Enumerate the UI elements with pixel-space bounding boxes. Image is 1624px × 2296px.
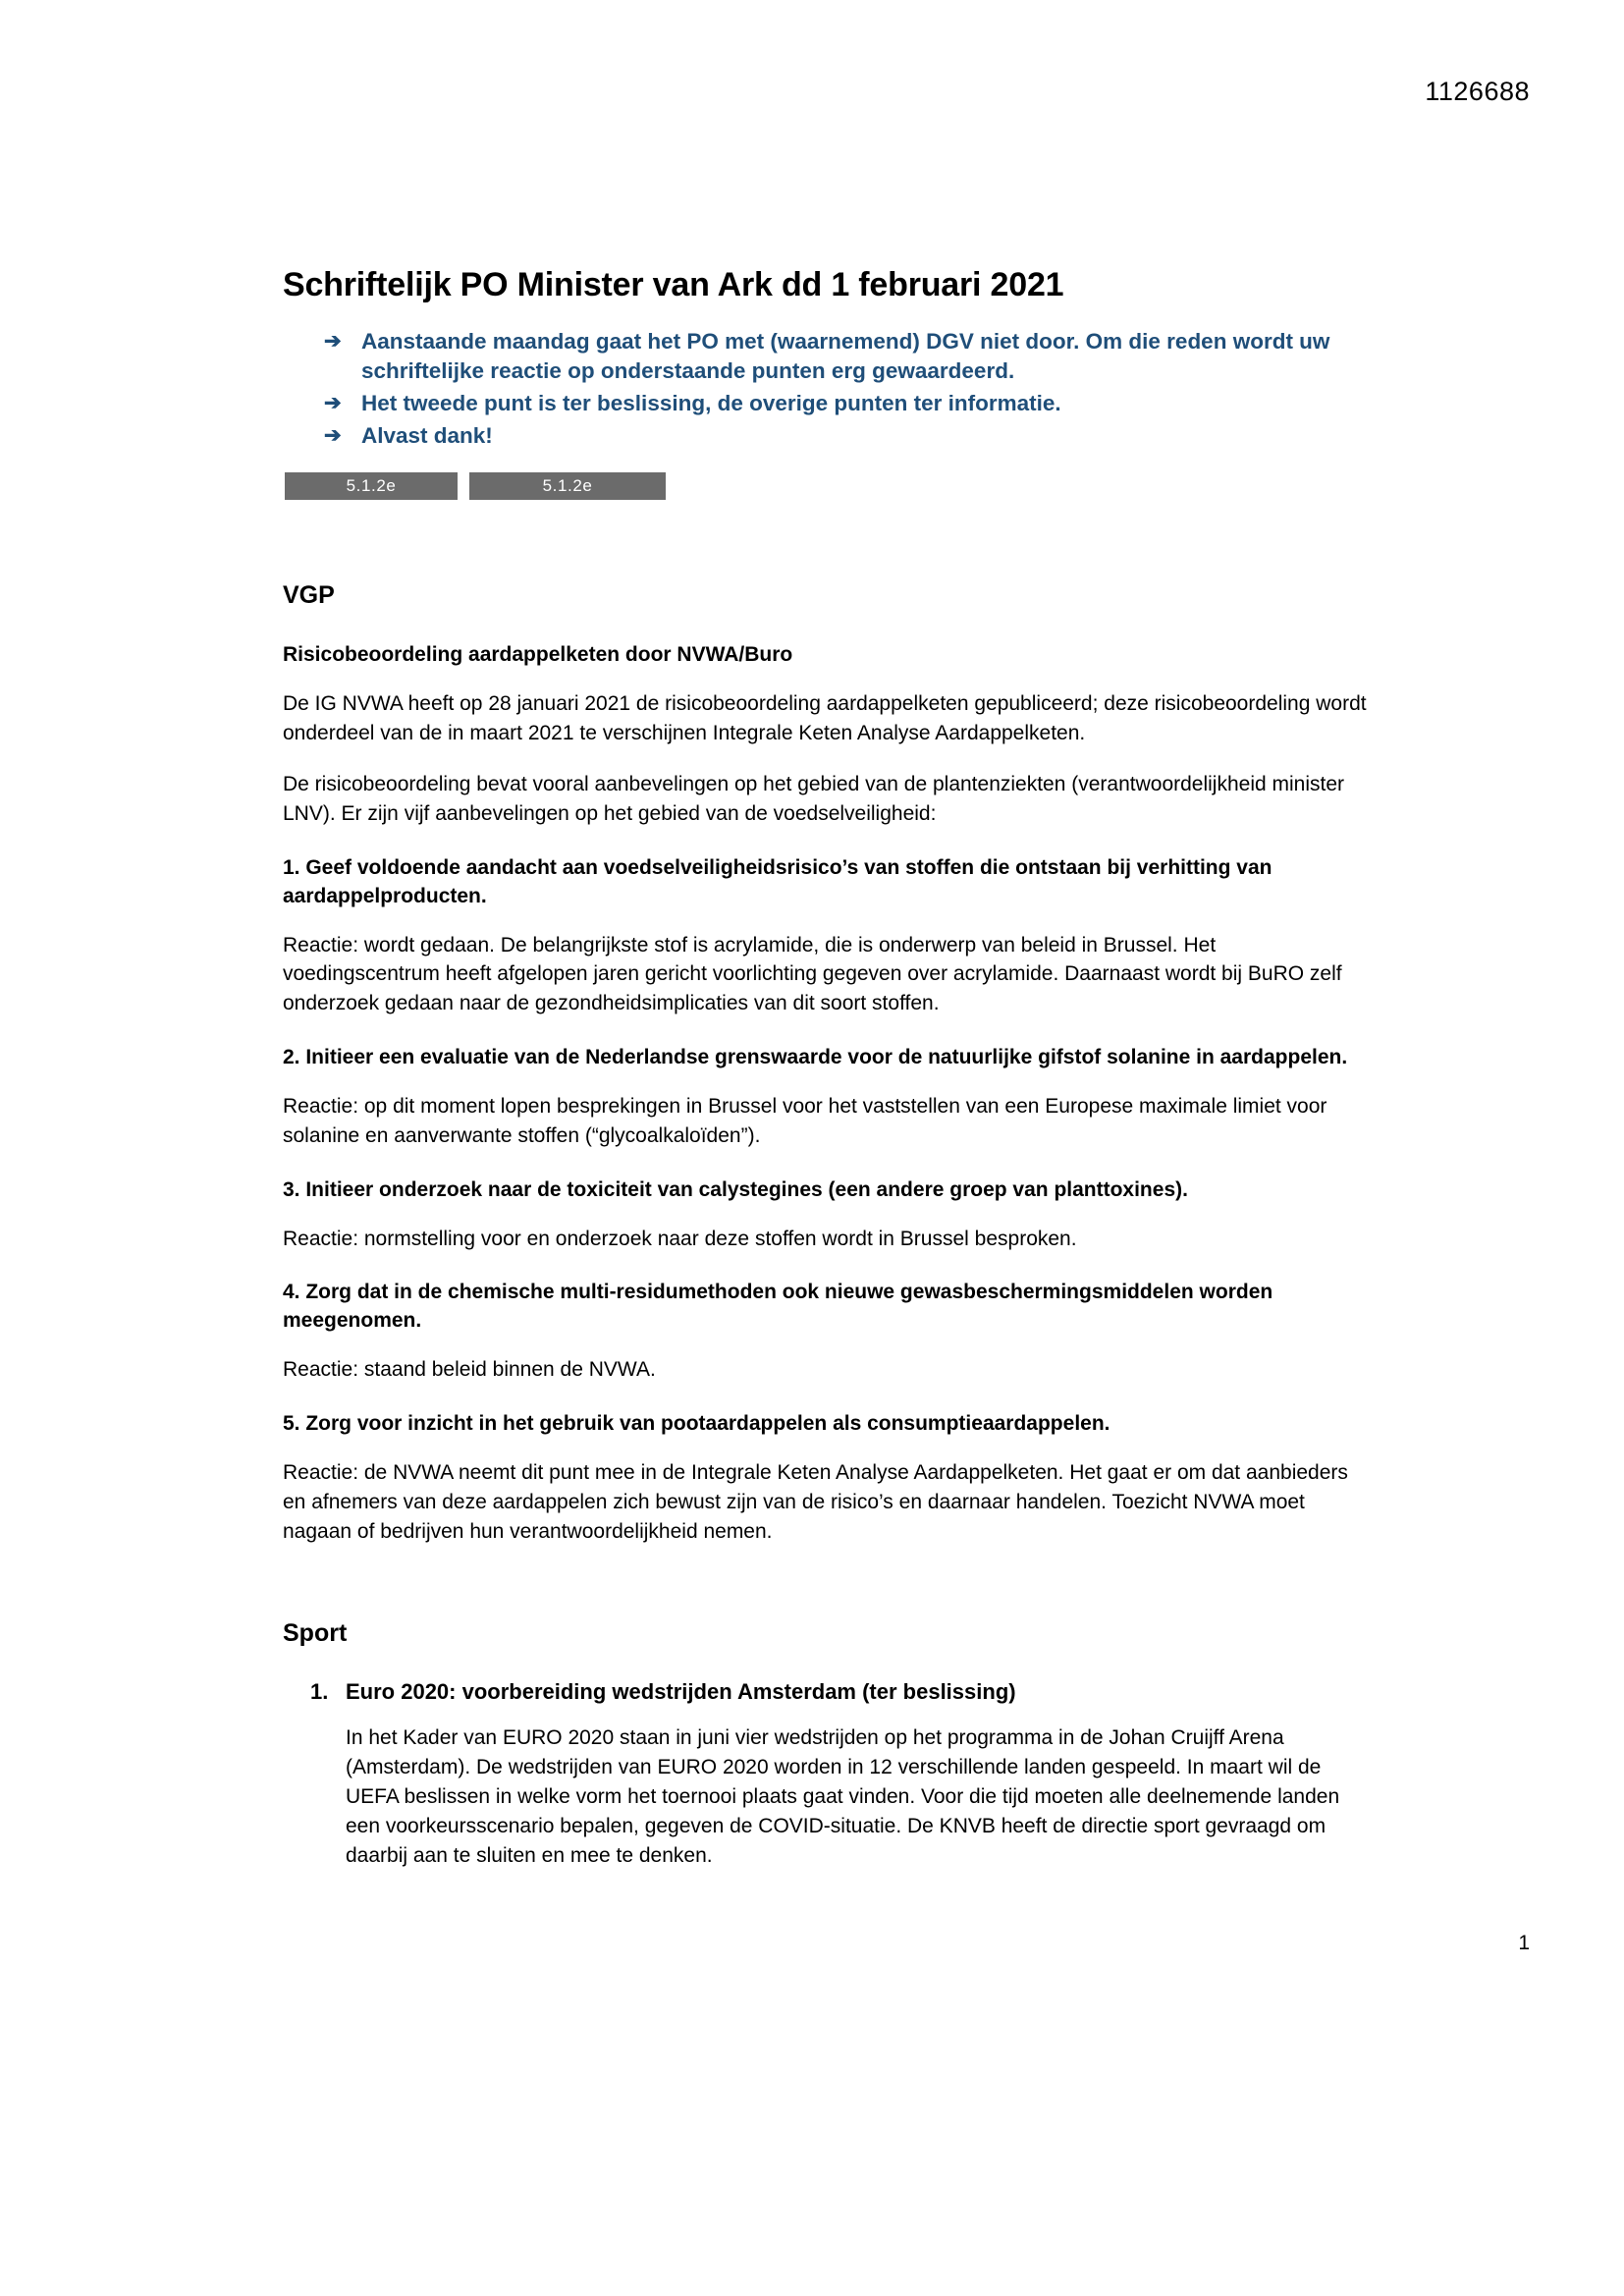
list-item-label: Alvast dank! bbox=[361, 422, 493, 448]
section-heading-vgp: VGP bbox=[283, 581, 335, 610]
sub-heading-risicobeoordeling: Risicobeoordeling aardappelketen door NVWA/Buro bbox=[283, 643, 793, 667]
recommendation-reaction: Reactie: de NVWA neemt dit punt mee in de Integrale Keten Analyse Aardappelketen. Het gaat er om dat aanbieders en afnemers van deze aardappelen zich bewust zijn van de risico’s en daarnaar handelen. Toezicht NVWA moet nagaan of bedrijven hun verantwoordelijkheid nemen. bbox=[283, 1461, 1348, 1543]
redaction-row bbox=[283, 472, 1373, 500]
recommendation-heading: 1. Geef voldoende aandacht aan voedselveiligheidsrisico’s van stoffen die ontstaan bij verhitting van aardappelproducten. bbox=[283, 855, 1272, 907]
arrow-right-icon: ➔ bbox=[324, 391, 342, 414]
arrow-right-icon: ➔ bbox=[324, 329, 342, 353]
list-item bbox=[324, 421, 1373, 452]
recommendation-heading: 4. Zorg dat in de chemische multi-residumethoden ook nieuwe gewasbeschermingsmiddelen worden meegenomen. bbox=[283, 1281, 1273, 1333]
list-item bbox=[324, 327, 1373, 387]
list-item-label: Het tweede punt is ter beslissing, de overige punten ter informatie. bbox=[361, 390, 1061, 415]
list-item-label: Aanstaande maandag gaat het PO met (waarnemend) DGV niet door. Om die reden wordt uw schriftelijke reactie op onderstaande punten erg gewaardeerd. bbox=[361, 328, 1330, 384]
sport-item-list bbox=[283, 1677, 1373, 1871]
redaction-box: 5.1.2e bbox=[469, 472, 666, 500]
list-item bbox=[324, 389, 1373, 419]
arrow-right-icon: ➔ bbox=[324, 423, 342, 447]
paragraph: In het Kader van EURO 2020 staan in juni vier wedstrijden op het programma in de Johan Cruijff Arena (Amsterdam). De wedstrijden van EURO 2020 worden in 12 verschillende landen gespeeld. In maart wil de UEFA beslissen in welke vorm het toernooi plaats gaat vinden. Voor die tijd moeten alle deelnemende landen een voorkeursscenario bepalen, gegeven de COVID-situatie. De KNVB heeft de directie sport gevraagd om daarbij aan te sluiten en mee te denken. bbox=[346, 1726, 1340, 1867]
recommendation-reaction: Reactie: op dit moment lopen besprekingen in Brussel voor het vaststellen van een Europese maximale limiet voor solanine en aanverwante stoffen (“glycoalkaloïden”). bbox=[283, 1095, 1327, 1147]
recommendation-reaction: Reactie: staand beleid binnen de NVWA. bbox=[283, 1358, 656, 1382]
recommendation-heading: 5. Zorg voor inzicht in het gebruik van pootaardappelen als consumptieaardappelen. bbox=[283, 1412, 1110, 1436]
list-item-label: Euro 2020: voorbereiding wedstrijden Amsterdam (ter beslissing) bbox=[346, 1678, 1016, 1704]
intro-bullet-list bbox=[283, 327, 1373, 451]
page-number: 1 bbox=[1518, 1932, 1530, 1954]
paragraph: De risicobeoordeling bevat vooral aanbevelingen op het gebied van de plantenziekten (verantwoordelijkheid minister LNV). Er zijn vijf aanbevelingen op het gebied van de voedselveiligheid: bbox=[283, 773, 1345, 825]
paragraph: De IG NVWA heeft op 28 januari 2021 de risicobeoordeling aardappelketen gepubliceerd; deze risicobeoordeling wordt onderdeel van de in maart 2021 te verschijnen Integrale Keten Analyse Aardappelketen. bbox=[283, 692, 1367, 745]
page-title: Schriftelijk PO Minister van Ark dd 1 februari 2021 bbox=[283, 266, 1064, 303]
document-number: 1126688 bbox=[1425, 77, 1530, 106]
recommendation-heading: 3. Initieer onderzoek naar de toxiciteit van calystegines (een andere groep van planttoxines). bbox=[283, 1177, 1188, 1201]
redaction-box: 5.1.2e bbox=[285, 472, 458, 500]
recommendation-reaction: Reactie: wordt gedaan. De belangrijkste stof is acrylamide, die is onderwerp van beleid in Brussel. Het voedingscentrum heeft afgelopen jaren gericht voorlichting gegeven over acrylamide. Daarnaast wordt bij BuRO zelf onderzoek gedaan naar de gezondheidsimplicaties van dit soort stoffen. bbox=[283, 933, 1342, 1015]
list-item-number: 1. bbox=[310, 1678, 329, 1704]
list-item bbox=[310, 1677, 1373, 1871]
section-heading-sport: Sport bbox=[283, 1618, 348, 1647]
document-content bbox=[283, 265, 1373, 1870]
recommendation-reaction: Reactie: normstelling voor en onderzoek naar deze stoffen wordt in Brussel besproken. bbox=[283, 1227, 1077, 1250]
recommendation-heading: 2. Initieer een evaluatie van de Nederlandse grenswaarde voor de natuurlijke gifstof solanine in aardappelen. bbox=[283, 1046, 1348, 1069]
